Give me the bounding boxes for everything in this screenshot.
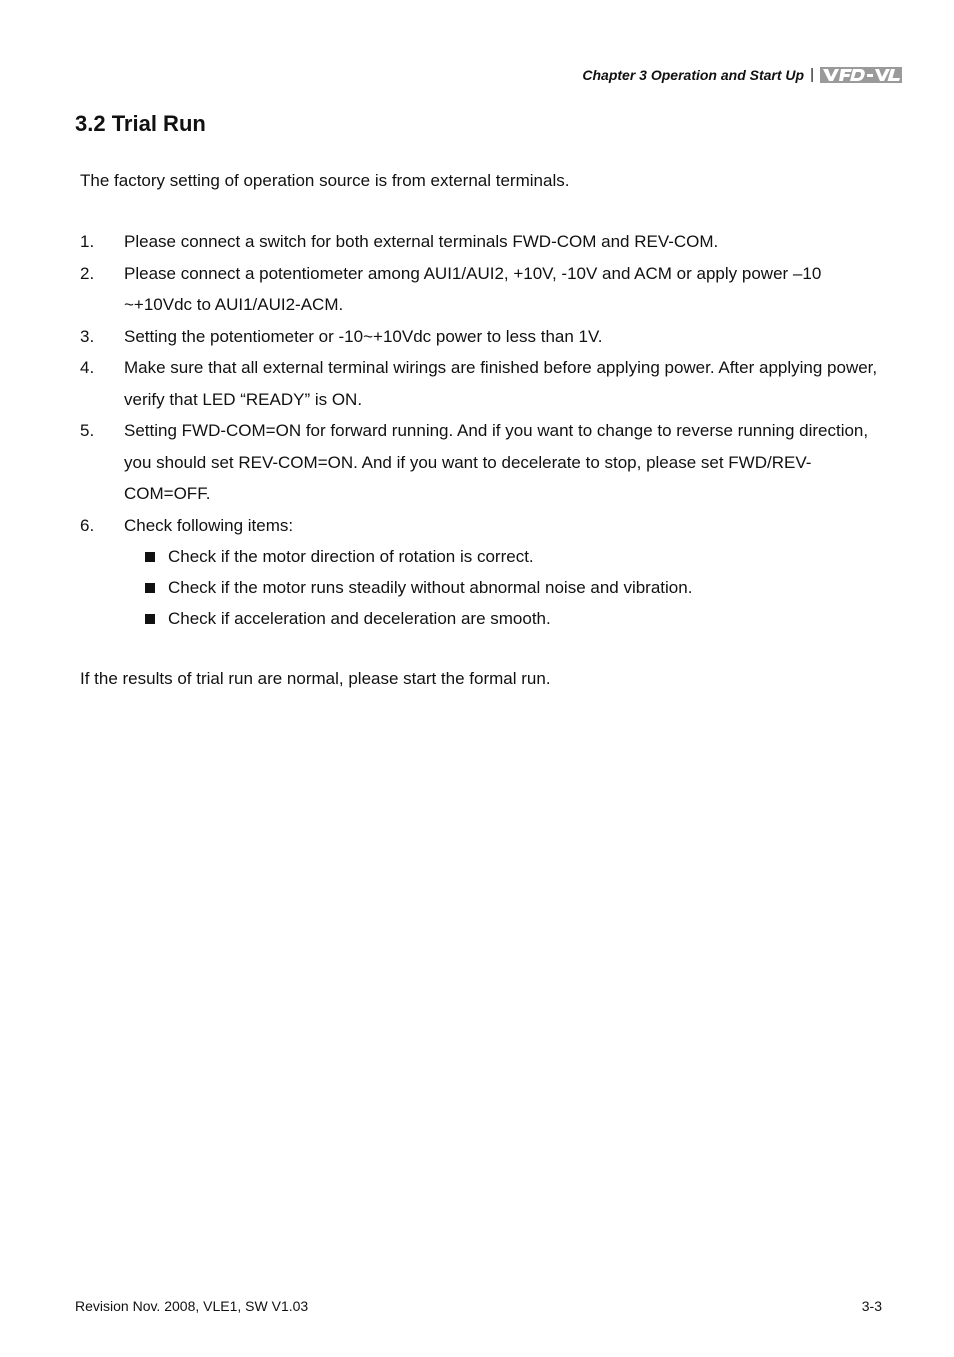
step-number: 1.	[80, 232, 95, 251]
square-bullet-icon	[145, 614, 155, 624]
check-item-text: Check if acceleration and deceleration are smooth.	[168, 609, 551, 628]
check-item-text: Check if the motor direction of rotation is correct.	[168, 547, 534, 566]
square-bullet-icon	[145, 552, 155, 562]
step-text: Please connect a potentiometer among AUI1/AUI2, +10V, -10V and ACM or apply power –10 ~+10Vdc to AUI1/AUI2-ACM.	[124, 263, 822, 314]
check-items-list	[124, 541, 890, 634]
step-text: Setting FWD-COM=ON for forward running. And if you want to change to reverse running direction, you should set REV-COM=ON. And if you want to decelerate to stop, please set FWD/REV-COM=OFF.	[124, 421, 869, 503]
square-bullet-icon	[145, 583, 155, 593]
step-body	[124, 510, 890, 635]
section-title: 3.2 Trial Run	[75, 111, 206, 136]
list-item	[80, 321, 890, 353]
header-separator: |	[810, 66, 814, 83]
step-text: Make sure that all external terminal wirings are finished before applying power. After applying power, verify that LED “READY” is ON.	[124, 358, 878, 409]
closing-paragraph: If the results of trial run are normal, please start the formal run.	[80, 669, 551, 688]
check-item-text: Check if the motor runs steadily without abnormal noise and vibration.	[168, 578, 693, 597]
step-text: Please connect a switch for both external terminals FWD-COM and REV-COM.	[124, 232, 719, 251]
footer-revision: Revision Nov. 2008, VLE1, SW V1.03	[75, 1298, 309, 1314]
intro-paragraph: The factory setting of operation source is from external terminals.	[80, 171, 570, 190]
step-number: 6.	[80, 515, 95, 535]
list-item	[80, 415, 890, 510]
check-item	[145, 541, 890, 572]
list-item	[80, 258, 890, 321]
chapter-title: Chapter 3 Operation and Start Up	[582, 66, 805, 83]
vfd-vl-logo-icon	[820, 67, 902, 83]
footer-page-number: 3-3	[861, 1298, 882, 1314]
list-item	[80, 510, 890, 635]
step-number: 3.	[80, 326, 95, 346]
steps-list	[80, 226, 890, 634]
step-text: Check following items:	[124, 515, 294, 535]
page-header	[582, 66, 902, 83]
list-item	[80, 352, 890, 415]
list-item	[80, 226, 890, 258]
check-item	[145, 603, 890, 634]
step-number: 2.	[80, 263, 95, 283]
step-number: 4.	[80, 358, 95, 377]
step-number: 5.	[80, 421, 95, 440]
check-item	[145, 572, 890, 603]
step-text: Setting the potentiometer or -10~+10Vdc power to less than 1V.	[124, 326, 603, 346]
